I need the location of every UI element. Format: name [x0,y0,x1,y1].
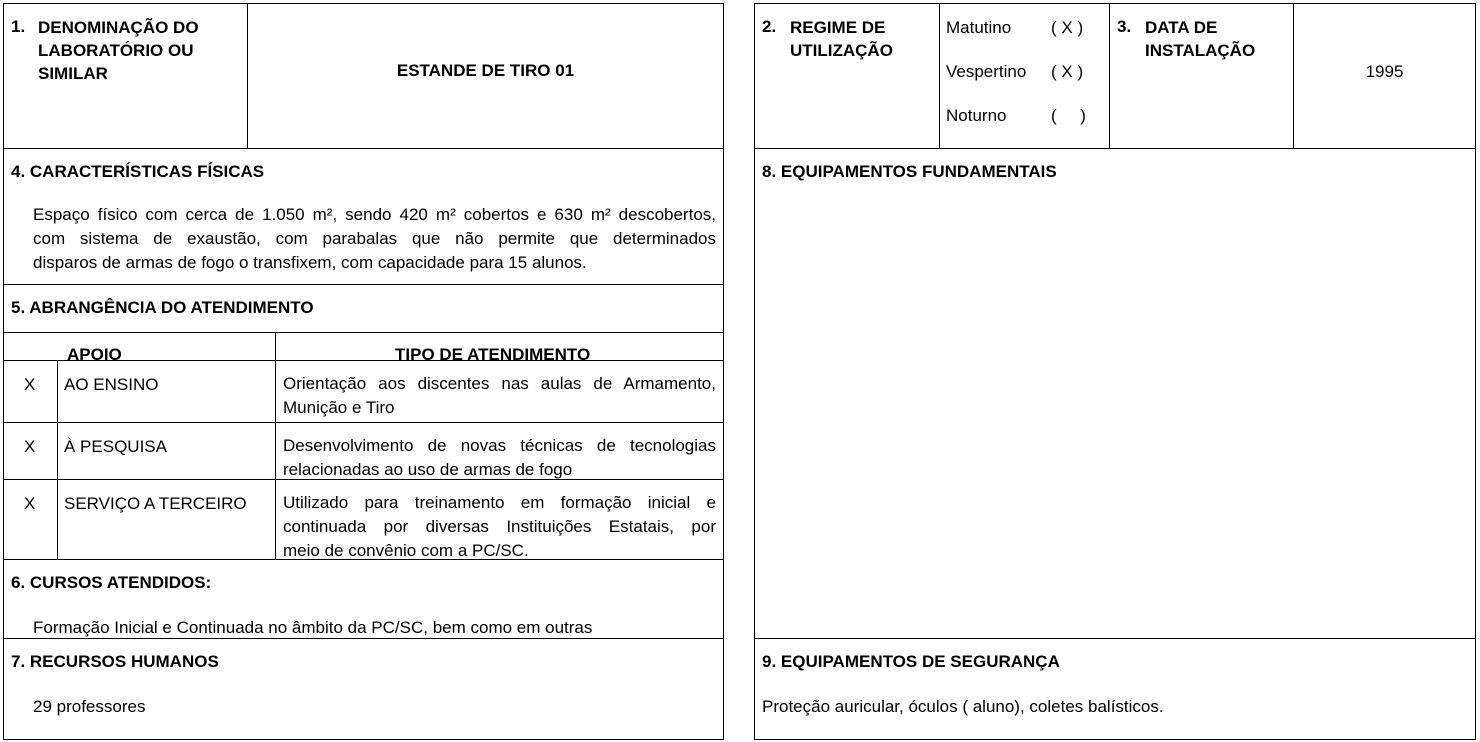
table-row-tipo [283,434,716,482]
s4-text [33,203,716,275]
regime-option-label: Matutino [946,18,1012,37]
tipo-line: Desenvolvimento de novas técnicas de tecnologias [283,436,716,455]
s1-title-line: LABORATÓRIO OU [38,41,194,60]
s4-line: disparos de armas de fogo o transfixem, com capacidade para 15 alunos. [33,253,587,272]
s2-bottom-rule [754,148,1476,149]
s5-bottom-rule [3,559,724,560]
regime-option-label: Vespertino [946,62,1027,81]
s3-title [1145,16,1255,62]
s9-title: 9. EQUIPAMENTOS DE SEGURANÇA [762,652,1060,671]
s8-bottom-rule [754,638,1476,639]
s9-text: Proteção auricular, óculos ( aluno), coletes balísticos. [762,697,1164,716]
s5-title: 5. ABRANGÊNCIA DO ATENDIMENTO [11,298,314,317]
tipo-line: Utilizado para treinamento em formação inicial e [283,493,716,512]
table-row-mark: X [24,494,36,513]
table-row-mark: X [24,437,36,456]
table-row-mark: X [24,375,36,394]
col-header-apoio: APOIO [67,345,122,364]
tipo-line: continuada por diversas Instituições Estatais, por [283,517,716,536]
s2-title-line: UTILIZAÇÃO [790,41,893,60]
s1-bottom-rule [3,148,724,149]
s3-title-line: INSTALAÇÃO [1145,41,1256,60]
table-row-apoio: SERVIÇO A TERCEIRO [64,494,247,513]
tipo-line: meio de convênio com a PC/SC. [283,541,529,560]
s3-title-line: DATA DE [1145,18,1218,37]
s2-divider [939,3,940,149]
s8-title: 8. EQUIPAMENTOS FUNDAMENTAIS [762,162,1057,181]
s1-title-line: SIMILAR [38,64,108,83]
s3-divider [1109,3,1110,149]
s4-bottom-rule [3,284,724,285]
regime-option-label: Noturno [946,106,1007,125]
s3-number: 3. [1117,17,1132,36]
s5-col-divider [275,332,276,559]
s1-title-line: DENOMINAÇÃO DO [38,18,199,37]
s6-text: Formação Inicial e Continuada no âmbito da PC/SC, bem como em outras [33,618,593,637]
row-rule [3,479,724,480]
table-row-tipo [283,372,716,420]
s7-title: 7. RECURSOS HUMANOS [11,652,219,671]
tipo-line: Munição e Tiro [283,398,395,417]
s5-mark-divider [57,360,58,559]
regime-option-mark: ( ) [1051,106,1086,125]
s1-title [38,16,199,85]
s4-line: com sistema de exaustão, com parabalas que não permite que determinados [33,229,716,248]
regime-option-mark: ( X ) [1051,62,1084,81]
row-rule [3,422,724,423]
s6-title: 6. CURSOS ATENDIDOS: [11,573,212,592]
table-row-tipo [283,491,716,563]
tipo-line: relacionadas ao uso de armas de fogo [283,460,573,479]
col-header-tipo: TIPO DE ATENDIMENTO [395,345,591,364]
s1-number: 1. [11,17,26,36]
right-table [754,3,1476,740]
s4-title: 4. CARACTERÍSTICAS FÍSICAS [11,162,265,181]
table-row-apoio: AO ENSINO [64,375,159,394]
tipo-line: Orientação aos discentes nas aulas de Armamento, [283,374,716,393]
regime-option-mark: ( X ) [1051,18,1084,37]
s2-number: 2. [762,17,777,36]
s2-title-line: REGIME DE [790,18,886,37]
s7-text: 29 professores [33,697,146,716]
lab-name: ESTANDE DE TIRO 01 [396,61,575,80]
s6-bottom-rule [3,638,724,639]
table-row-apoio: À PESQUISA [64,437,167,456]
s2-title [790,16,893,62]
s4-line: Espaço físico com cerca de 1.050 m², sendo 420 m² cobertos e 630 m² descobertos, [33,205,716,224]
s5-header-rule [3,360,724,361]
s5-title-rule [3,332,724,333]
installation-year: 1995 [1365,62,1404,81]
